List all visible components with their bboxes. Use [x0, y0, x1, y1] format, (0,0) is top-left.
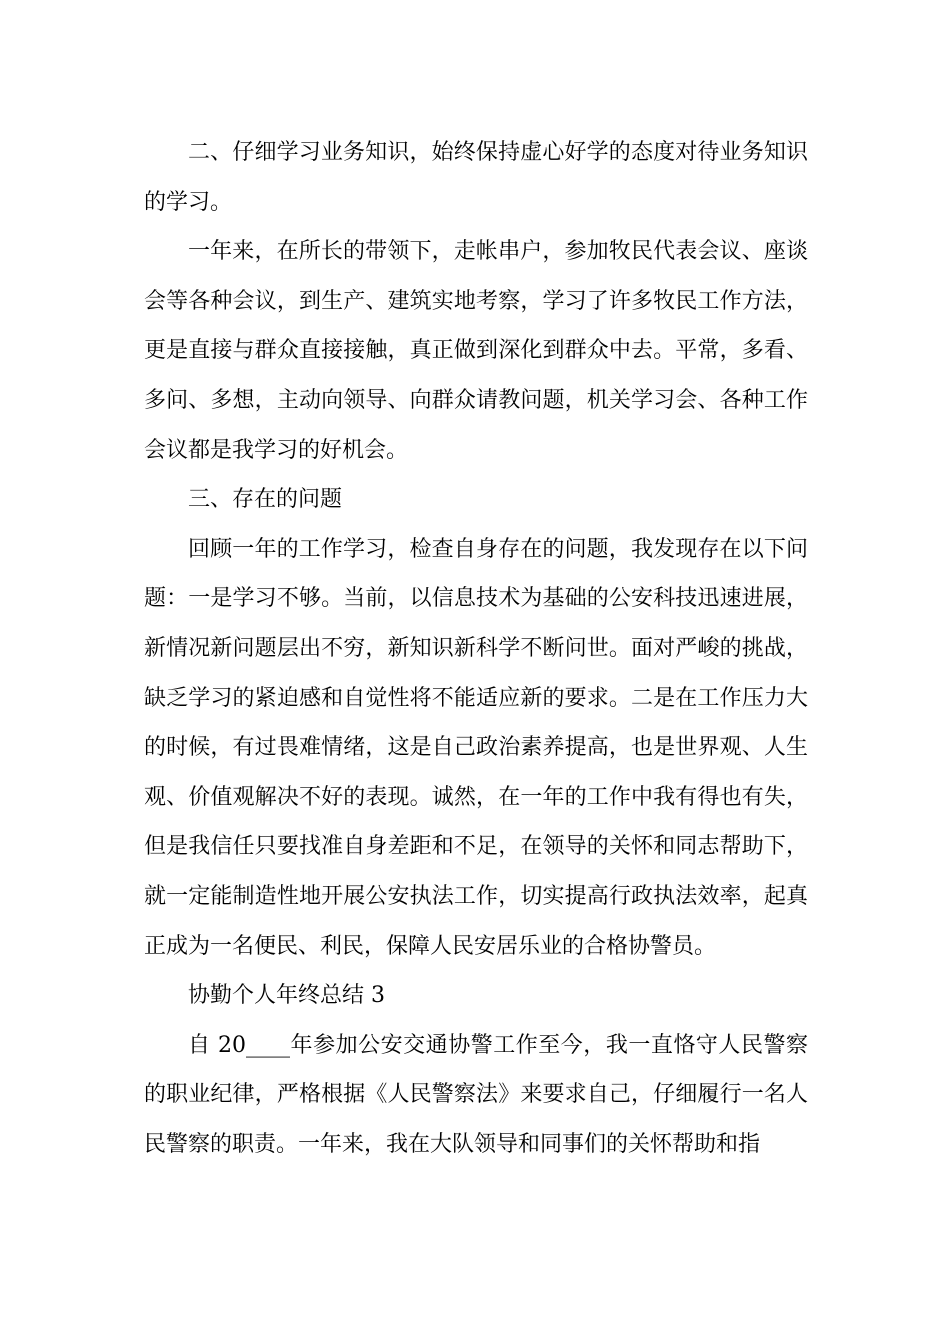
paragraph-problems: 回顾一年的工作学习，检查自身存在的问题，我发现存在以下问题：一是学习不够。当前，以信息技术为基础的公安科技迅速进展，新情况新问题层出不穷，新知识新科学不断问世。面对严峻的挑战，缺乏学习的紧迫感和自觉性将不能适应新的要求。二是在工作压力大的时候，有过畏难情绪，这是自己政治素养提高，也是世界观、人生观、价值观解决不好的表现。诚然，在一年的工作中我有得也有失，但是我信任只要找准自身差距和不足，在领导的关怀和同志帮助下，就一定能制造性地开展公安执法工作，切实提高行政执法效率，起真正成为一名便民、利民，保障人民安居乐业的合格协警员。	[144, 536, 808, 959]
paragraph-section-two-heading: 二、仔细学习业务知识，始终保持虚心好学的态度对待业务知识的学习。	[144, 140, 808, 215]
paragraph-learning-details: 一年来，在所长的带领下，走帐串户，参加牧民代表会议、座谈会等各种会议，到生产、建筑实地考察，学习了许多牧民工作方法，更是直接与群众直接接触，真正做到深化到群众中去。平常，多看、多问、多想，主动向领导、向群众请教问题，机关学习会、各种工作会议都是我学习的好机会。	[144, 239, 808, 463]
paragraph-summary-title: 协勤个人年终总结 3	[188, 983, 385, 1009]
paragraph-summary-intro: 自 20____年参加公安交通协警工作至今，我一直恪守人民警察的职业纪律，严格根据《人民警察法》来要求自己，仔细履行一名人民警察的职责。一年来，我在大队领导和同事们的关怀帮助和指	[144, 1032, 808, 1157]
paragraph-section-three-heading: 三、存在的问题	[188, 487, 343, 513]
document-page	[144, 128, 808, 1169]
